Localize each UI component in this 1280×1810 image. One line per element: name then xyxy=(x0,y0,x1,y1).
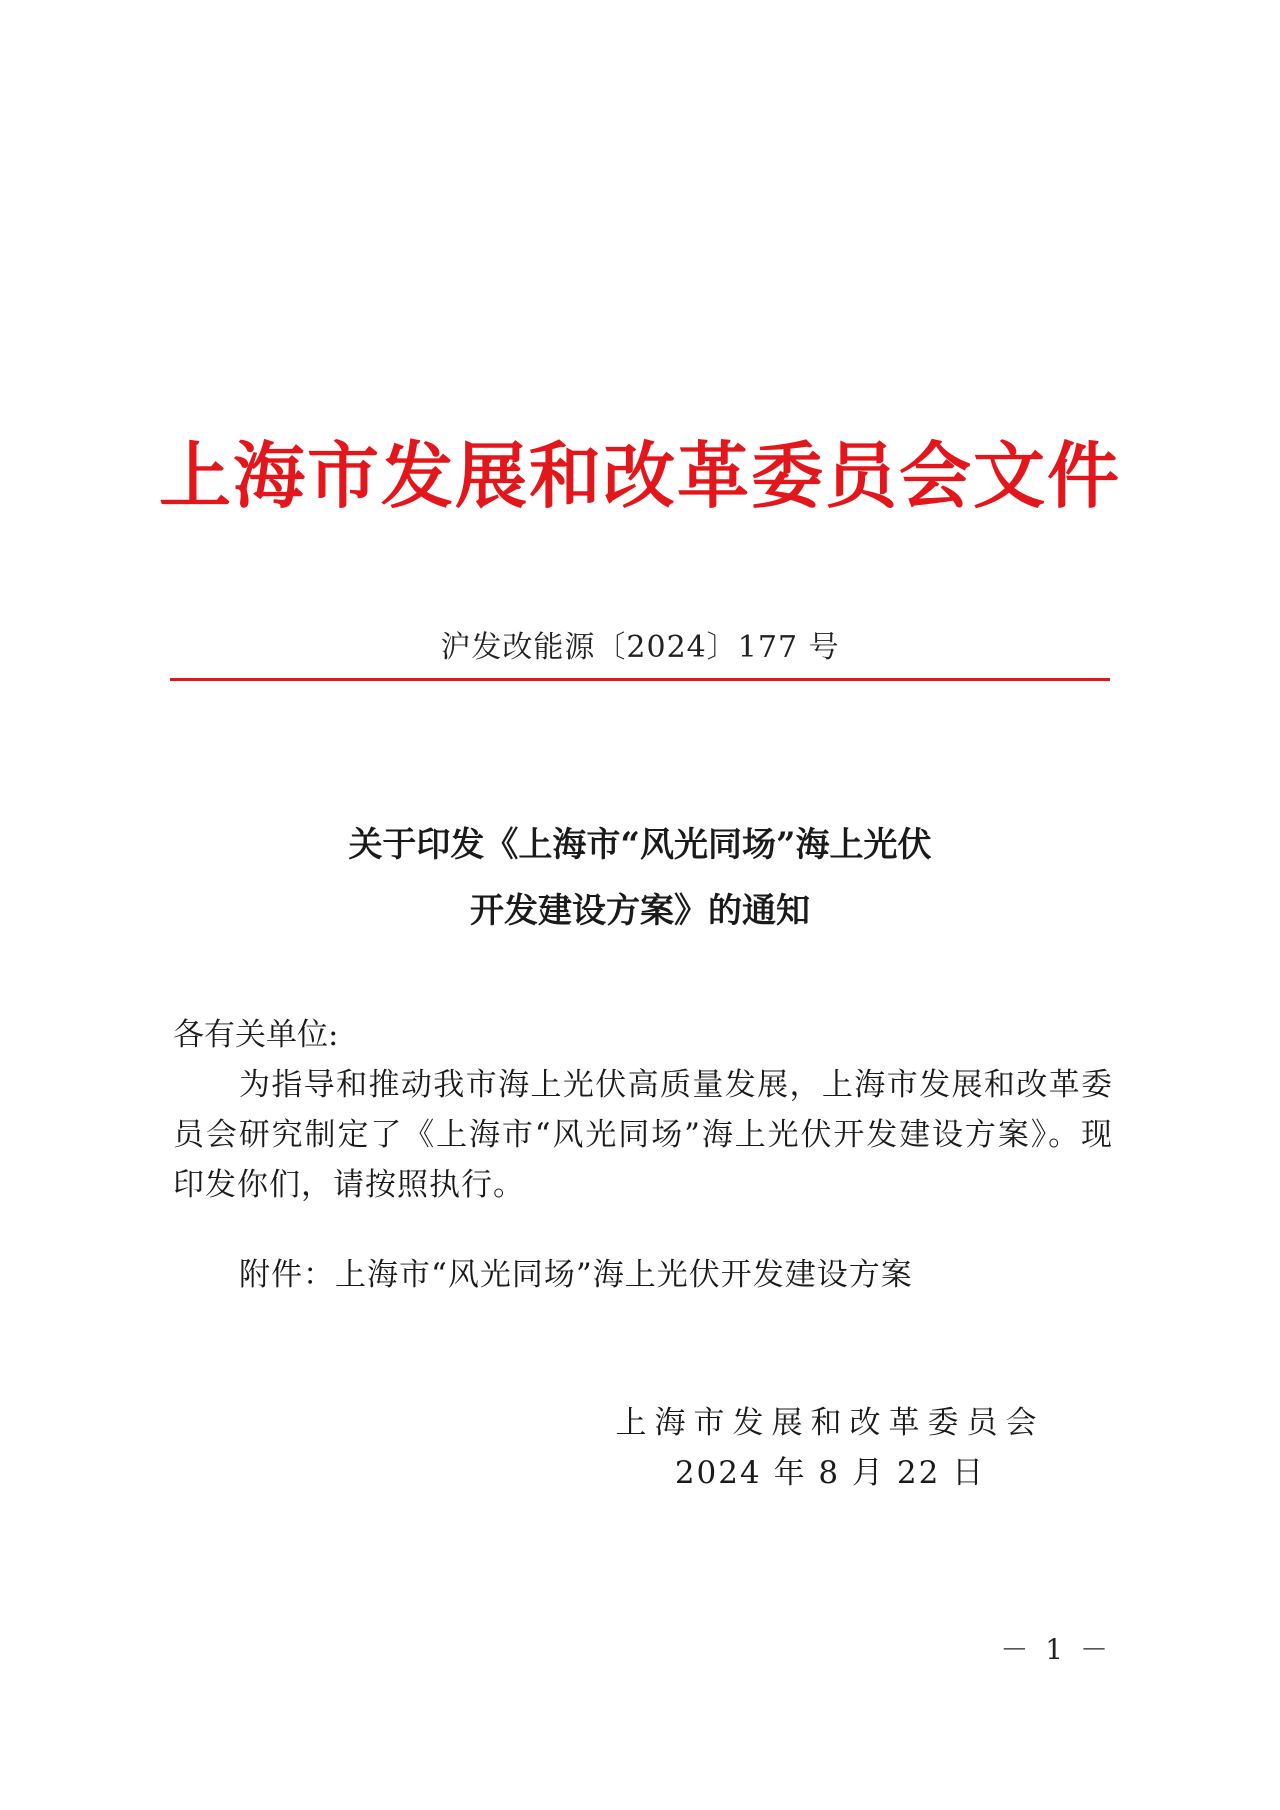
red-separator-line xyxy=(170,678,1110,681)
notice-title xyxy=(0,812,1280,944)
notice-title-line-1: 关于印发《上海市“风光同场”海上光伏 xyxy=(348,825,932,865)
salutation: 各有关单位: xyxy=(173,1017,339,1053)
issuing-authority-title: 上海市发展和改革委员会文件 xyxy=(158,433,1121,518)
signing-organization: 上海市发展和改革委员会 xyxy=(615,1405,1045,1441)
page-number: － 1 － xyxy=(1000,1633,1112,1666)
attachment-line: 附件：上海市“风光同场”海上光伏开发建设方案 xyxy=(239,1257,913,1293)
signing-date: 2024 年 8 月 22 日 xyxy=(674,1455,986,1491)
notice-title-line-2: 开发建设方案》的通知 xyxy=(470,891,810,931)
body-paragraph: 为指导和推动我市海上光伏高质量发展，上海市发展和改革委员会研究制定了《上海市“风光同场”海上光伏开发建设方案》。现印发你们，请按照执行。 xyxy=(173,1067,1113,1203)
document-number: 沪发改能源〔2024〕177 号 xyxy=(440,630,840,665)
notice-body xyxy=(173,1010,1113,1210)
signature-block xyxy=(600,1398,1060,1498)
